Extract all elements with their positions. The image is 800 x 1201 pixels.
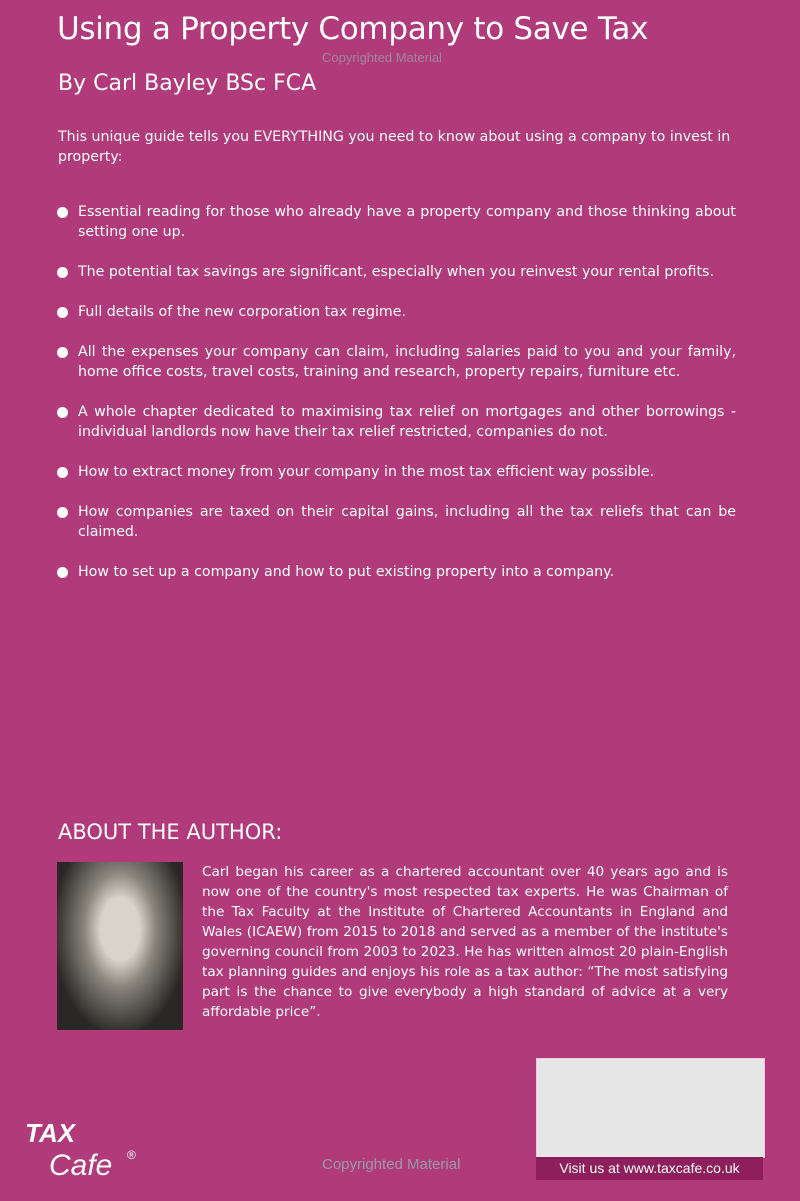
- bullet-icon: [57, 467, 68, 478]
- list-item: [56, 302, 736, 322]
- bullet-icon: [57, 307, 68, 318]
- intro-text: This unique guide tells you EVERYTHING you need to know about using a company to invest in property:: [58, 129, 731, 165]
- author-byline: By Carl Bayley BSc FCA: [58, 71, 317, 96]
- about-heading: ABOUT THE AUTHOR:: [58, 820, 283, 844]
- list-item-text: Essential reading for those who already have a property company and those thinking about setting one up.: [78, 204, 736, 240]
- watermark-bottom: Copyrighted Material: [322, 1156, 461, 1173]
- list-item: [56, 342, 736, 382]
- list-item: [56, 502, 736, 542]
- registered-mark: ®: [127, 1148, 136, 1162]
- bullet-icon: [57, 407, 68, 418]
- logo-tax: TAX: [25, 1118, 76, 1148]
- list-item: [56, 202, 736, 242]
- barcode-area: [536, 1058, 765, 1158]
- author-photo: [57, 862, 183, 1030]
- logo-cafe: Cafe: [49, 1149, 113, 1182]
- bullet-icon: [57, 507, 68, 518]
- bullet-icon: [57, 267, 68, 278]
- list-item-text: How to extract money from your company in the most tax efficient way possible.: [78, 464, 655, 480]
- taxcafe-logo: [25, 1118, 165, 1188]
- author-bio: Carl began his career as a chartered accountant over 40 years ago and is now one of the country's most respected tax experts. He was Chairman of the Tax Faculty at the Institute of Chartered Accountants in England and Wales (ICAEW) from 2015 to 2018 and served as a member of the institute's governing council from 2003 to 2023. He has written almost 20 plain-English tax planning guides and enjoys his role as a tax author: “The most satisfying part is the chance to give everybody a high standard of advice at a very affordable price”.: [202, 864, 728, 1020]
- book-title: Using a Property Company to Save Tax: [57, 11, 649, 47]
- list-item-text: How to set up a company and how to put existing property into a company.: [78, 564, 615, 580]
- bullet-icon: [57, 207, 68, 218]
- list-item-text: A whole chapter dedicated to maximising tax relief on mortgages and other borrowings - individual landlords now have their tax relief restricted, companies do not.: [78, 404, 736, 440]
- list-item-text: How companies are taxed on their capital gains, including all the tax reliefs that can be claimed.: [78, 504, 736, 540]
- list-item: [56, 402, 736, 442]
- list-item: [56, 262, 736, 282]
- list-item-text: Full details of the new corporation tax regime.: [78, 304, 406, 320]
- list-item-text: The potential tax savings are significant, especially when you reinvest your rental profits.: [78, 264, 714, 280]
- list-item: [56, 562, 736, 582]
- watermark-top: Copyrighted Material: [322, 50, 442, 65]
- bullet-icon: [57, 347, 68, 358]
- feature-list: [56, 202, 736, 602]
- bullet-icon: [57, 567, 68, 578]
- list-item: [56, 462, 736, 482]
- list-item-text: All the expenses your company can claim, including salaries paid to you and your family, home office costs, travel costs, training and research, property repairs, furniture etc.: [78, 344, 736, 380]
- website-link[interactable]: Visit us at www.taxcafe.co.uk: [536, 1157, 763, 1180]
